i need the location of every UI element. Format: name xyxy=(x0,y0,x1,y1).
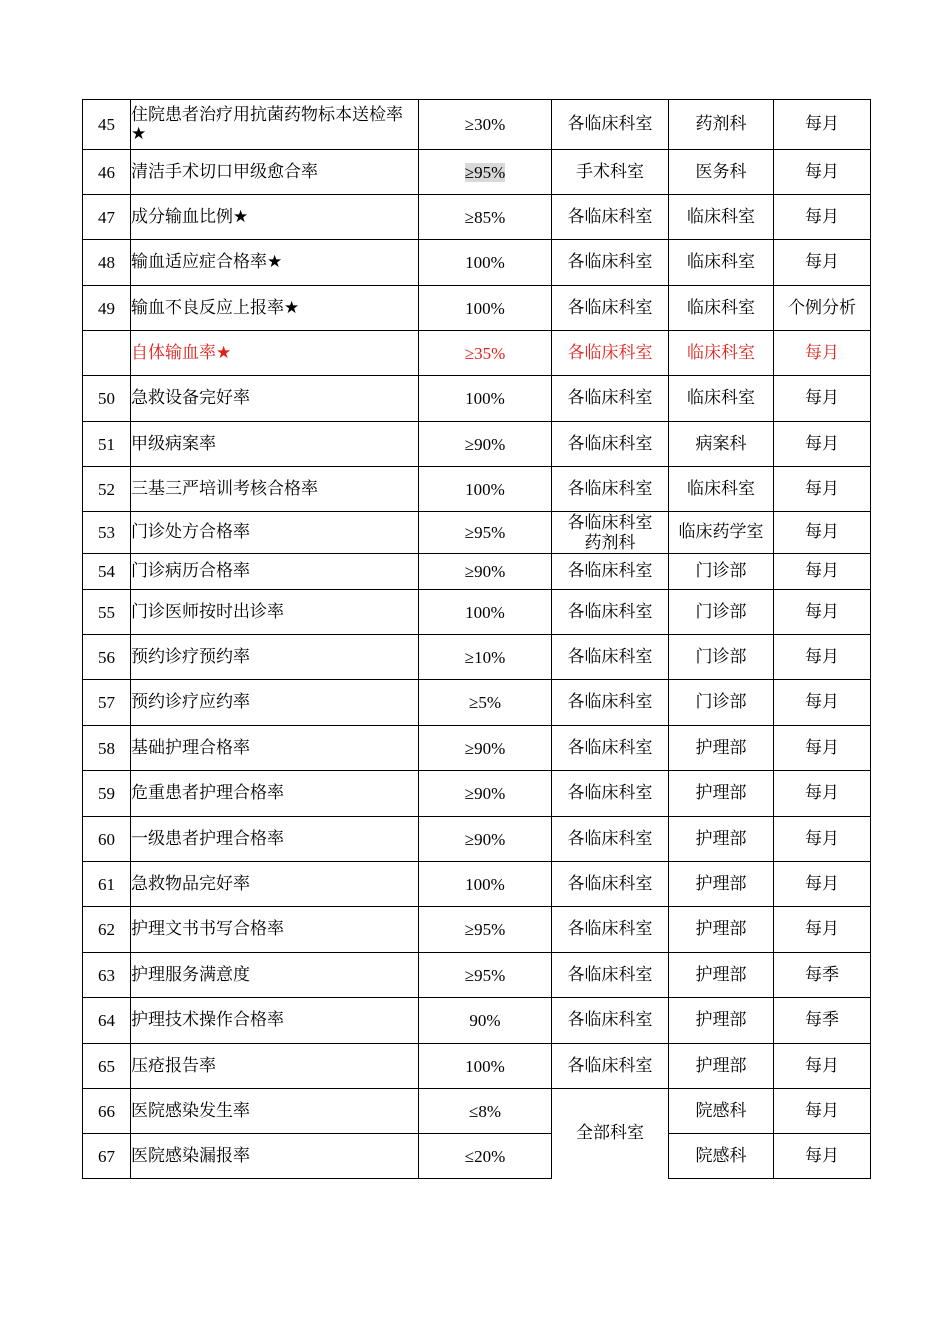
target-value: ≥90% xyxy=(419,771,552,817)
applicable-department: 各临床科室 xyxy=(552,422,669,467)
review-frequency: 每月 xyxy=(774,467,871,512)
applicable-department: 各临床科室 xyxy=(552,554,669,590)
row-number: 51 xyxy=(83,422,131,467)
responsible-department: 临床科室 xyxy=(669,195,774,240)
metric-name: 门诊处方合格率 xyxy=(131,512,419,554)
target-value: 100% xyxy=(419,240,552,286)
table-row xyxy=(83,635,871,680)
table-row xyxy=(83,998,871,1044)
applicable-department: 各临床科室 xyxy=(552,680,669,726)
quality-metrics-table xyxy=(82,99,871,1179)
responsible-department: 护理部 xyxy=(669,998,774,1044)
metric-name: 预约诊疗预约率 xyxy=(131,635,419,680)
review-frequency: 每月 xyxy=(774,1089,871,1134)
row-number xyxy=(83,331,131,376)
table-row xyxy=(83,286,871,331)
metric-name: 医院感染漏报率 xyxy=(131,1134,419,1179)
row-number: 59 xyxy=(83,771,131,817)
metric-name: 护理技术操作合格率 xyxy=(131,998,419,1044)
responsible-department: 护理部 xyxy=(669,907,774,953)
review-frequency: 每月 xyxy=(774,590,871,635)
responsible-department: 护理部 xyxy=(669,771,774,817)
highlighted-target: ≥95% xyxy=(464,162,506,182)
review-frequency: 每月 xyxy=(774,907,871,953)
responsible-department: 门诊部 xyxy=(669,680,774,726)
applicable-department: 各临床科室 xyxy=(552,376,669,422)
table-row xyxy=(83,512,871,554)
responsible-department: 临床药学室 xyxy=(669,512,774,554)
row-number: 45 xyxy=(83,100,131,150)
target-value: ≤20% xyxy=(419,1134,552,1179)
target-value: ≥35% xyxy=(419,331,552,376)
review-frequency: 每月 xyxy=(774,195,871,240)
metric-name: 预约诊疗应约率 xyxy=(131,680,419,726)
responsible-department: 护理部 xyxy=(669,726,774,771)
table-row xyxy=(83,422,871,467)
responsible-department: 临床科室 xyxy=(669,467,774,512)
applicable-department: 各临床科室 xyxy=(552,862,669,907)
row-number: 49 xyxy=(83,286,131,331)
row-number: 64 xyxy=(83,998,131,1044)
metric-name: 成分输血比例★ xyxy=(131,195,419,240)
applicable-department: 各临床科室 xyxy=(552,998,669,1044)
metric-name: 清洁手术切口甲级愈合率 xyxy=(131,150,419,195)
applicable-department: 各临床科室 xyxy=(552,635,669,680)
review-frequency: 每月 xyxy=(774,150,871,195)
table-row xyxy=(83,331,871,376)
target-value: ≥30% xyxy=(419,100,552,150)
responsible-department: 院感科 xyxy=(669,1134,774,1179)
metric-name: 医院感染发生率 xyxy=(131,1089,419,1134)
target-value: ≥5% xyxy=(419,680,552,726)
responsible-department: 临床科室 xyxy=(669,331,774,376)
metric-name: 压疮报告率 xyxy=(131,1044,419,1089)
table-row xyxy=(83,376,871,422)
row-number: 52 xyxy=(83,467,131,512)
table-body xyxy=(83,100,871,1179)
applicable-department: 各临床科室 xyxy=(552,907,669,953)
review-frequency: 每季 xyxy=(774,953,871,998)
applicable-department: 各临床科室 xyxy=(552,286,669,331)
applicable-department: 手术科室 xyxy=(552,150,669,195)
review-frequency: 每月 xyxy=(774,680,871,726)
table-row xyxy=(83,771,871,817)
review-frequency: 每月 xyxy=(774,817,871,862)
target-value: 100% xyxy=(419,286,552,331)
table-row xyxy=(83,1089,871,1134)
metric-name: 急救设备完好率 xyxy=(131,376,419,422)
review-frequency: 每季 xyxy=(774,998,871,1044)
applicable-department: 各临床科室 xyxy=(552,100,669,150)
metric-name: 甲级病案率 xyxy=(131,422,419,467)
responsible-department: 门诊部 xyxy=(669,635,774,680)
table-row xyxy=(83,1044,871,1089)
metric-name: 护理文书书写合格率 xyxy=(131,907,419,953)
responsible-department: 门诊部 xyxy=(669,554,774,590)
metric-name: 三基三严培训考核合格率 xyxy=(131,467,419,512)
row-number: 62 xyxy=(83,907,131,953)
responsible-department: 门诊部 xyxy=(669,590,774,635)
row-number: 56 xyxy=(83,635,131,680)
target-value: 100% xyxy=(419,376,552,422)
applicable-department: 各临床科室 xyxy=(552,590,669,635)
applicable-department: 全部科室 xyxy=(552,1089,669,1179)
metric-name: 一级患者护理合格率 xyxy=(131,817,419,862)
row-number: 50 xyxy=(83,376,131,422)
review-frequency: 每月 xyxy=(774,376,871,422)
table-row xyxy=(83,953,871,998)
metric-name: 自体输血率★ xyxy=(131,331,419,376)
applicable-department: 各临床科室 xyxy=(552,726,669,771)
table-row xyxy=(83,240,871,286)
table-row xyxy=(83,726,871,771)
target-value: ≥90% xyxy=(419,554,552,590)
table-row xyxy=(83,907,871,953)
target-value: 100% xyxy=(419,1044,552,1089)
row-number: 48 xyxy=(83,240,131,286)
table-row xyxy=(83,195,871,240)
review-frequency: 每月 xyxy=(774,1134,871,1179)
target-value: ≥95% xyxy=(419,953,552,998)
review-frequency: 每月 xyxy=(774,771,871,817)
row-number: 55 xyxy=(83,590,131,635)
row-number: 67 xyxy=(83,1134,131,1179)
target-value: 100% xyxy=(419,467,552,512)
table-row xyxy=(83,150,871,195)
responsible-department: 院感科 xyxy=(669,1089,774,1134)
target-value: ≥90% xyxy=(419,422,552,467)
target-value: 100% xyxy=(419,590,552,635)
applicable-department: 各临床科室 xyxy=(552,195,669,240)
row-number: 58 xyxy=(83,726,131,771)
review-frequency: 每月 xyxy=(774,100,871,150)
row-number: 66 xyxy=(83,1089,131,1134)
metric-name: 急救物品完好率 xyxy=(131,862,419,907)
row-number: 57 xyxy=(83,680,131,726)
target-value: ≥10% xyxy=(419,635,552,680)
target-value: ≤8% xyxy=(419,1089,552,1134)
row-number: 60 xyxy=(83,817,131,862)
row-number: 63 xyxy=(83,953,131,998)
target-value: 90% xyxy=(419,998,552,1044)
review-frequency: 每月 xyxy=(774,635,871,680)
applicable-department: 各临床科室 xyxy=(552,467,669,512)
table-row xyxy=(83,554,871,590)
responsible-department: 护理部 xyxy=(669,953,774,998)
table-row xyxy=(83,100,871,150)
applicable-department: 各临床科室 xyxy=(552,240,669,286)
metric-name: 护理服务满意度 xyxy=(131,953,419,998)
applicable-department: 各临床科室 xyxy=(552,771,669,817)
target-value xyxy=(419,150,552,195)
table-row xyxy=(83,680,871,726)
metric-name: 危重患者护理合格率 xyxy=(131,771,419,817)
row-number: 65 xyxy=(83,1044,131,1089)
target-value: 100% xyxy=(419,862,552,907)
responsible-department: 医务科 xyxy=(669,150,774,195)
responsible-department: 护理部 xyxy=(669,862,774,907)
review-frequency: 每月 xyxy=(774,554,871,590)
metric-name: 基础护理合格率 xyxy=(131,726,419,771)
target-value: ≥90% xyxy=(419,817,552,862)
table-row xyxy=(83,1134,871,1179)
target-value: ≥95% xyxy=(419,907,552,953)
review-frequency: 每月 xyxy=(774,422,871,467)
row-number: 47 xyxy=(83,195,131,240)
target-value: ≥90% xyxy=(419,726,552,771)
responsible-department: 药剂科 xyxy=(669,100,774,150)
applicable-department: 各临床科室 xyxy=(552,953,669,998)
row-number: 61 xyxy=(83,862,131,907)
table-row xyxy=(83,467,871,512)
review-frequency: 每月 xyxy=(774,331,871,376)
metric-name: 输血适应症合格率★ xyxy=(131,240,419,286)
applicable-department: 各临床科室 xyxy=(552,817,669,862)
review-frequency: 每月 xyxy=(774,862,871,907)
metric-name: 门诊病历合格率 xyxy=(131,554,419,590)
review-frequency: 每月 xyxy=(774,726,871,771)
table-row xyxy=(83,817,871,862)
responsible-department: 病案科 xyxy=(669,422,774,467)
row-number: 53 xyxy=(83,512,131,554)
metric-name: 门诊医师按时出诊率 xyxy=(131,590,419,635)
applicable-department: 各临床科室 xyxy=(552,1044,669,1089)
responsible-department: 护理部 xyxy=(669,1044,774,1089)
target-value: ≥85% xyxy=(419,195,552,240)
responsible-department: 临床科室 xyxy=(669,286,774,331)
table-row xyxy=(83,590,871,635)
review-frequency: 每月 xyxy=(774,1044,871,1089)
row-number: 54 xyxy=(83,554,131,590)
metric-name: 住院患者治疗用抗菌药物标本送检率★ xyxy=(131,100,419,150)
responsible-department: 护理部 xyxy=(669,817,774,862)
target-value: ≥95% xyxy=(419,512,552,554)
applicable-department: 各临床科室 药剂科 xyxy=(552,512,669,554)
review-frequency: 每月 xyxy=(774,512,871,554)
applicable-department: 各临床科室 xyxy=(552,331,669,376)
review-frequency: 个例分析 xyxy=(774,286,871,331)
table-row xyxy=(83,862,871,907)
metric-name: 输血不良反应上报率★ xyxy=(131,286,419,331)
responsible-department: 临床科室 xyxy=(669,376,774,422)
responsible-department: 临床科室 xyxy=(669,240,774,286)
row-number: 46 xyxy=(83,150,131,195)
review-frequency: 每月 xyxy=(774,240,871,286)
